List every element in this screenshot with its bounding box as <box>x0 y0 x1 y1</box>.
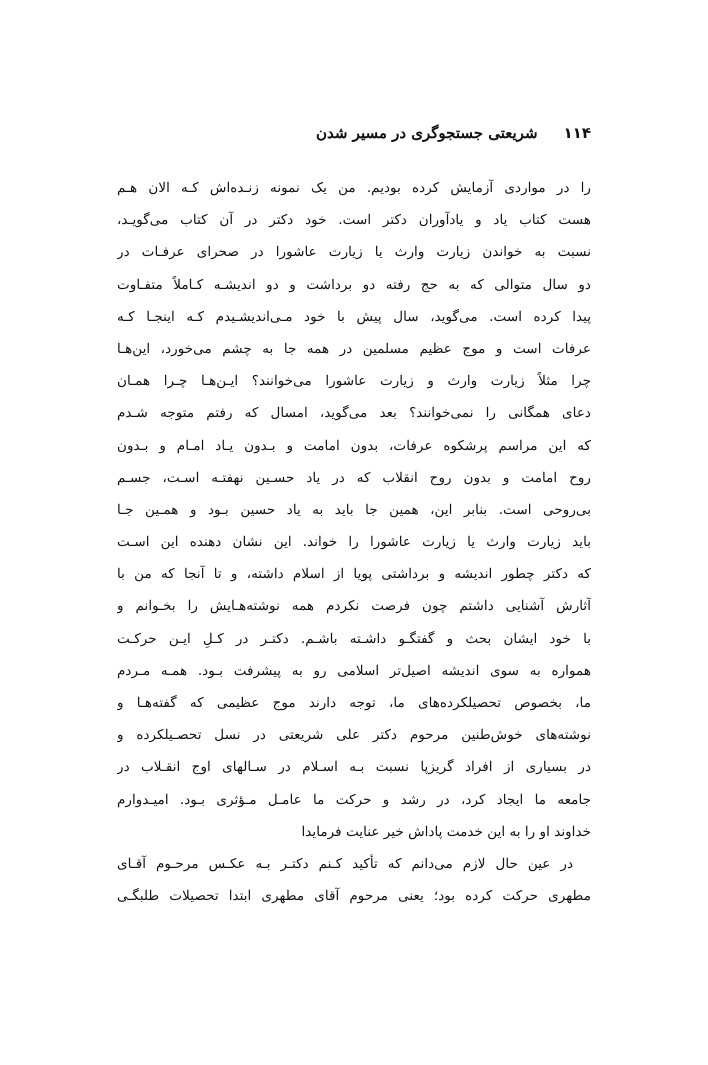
text-line: مطهری حرکت کرده بود؛ یعنی مرحوم آقای مطهری ابتدا تحصیلات طلبگـی <box>117 888 591 905</box>
text-line: همواره به سوی اندیشه اصیل‌تر اسلامی رو به پیشرفت بـود. همـه مـردم <box>117 662 591 679</box>
body-text <box>117 172 591 912</box>
text-line: خداوند او را به این خدمت پاداش خیر عنایت فرمایدا <box>301 823 591 840</box>
text-line: جامعه ما ایجاد کرد، در رشد و حرکت ما عامـل مـؤثری بـود. امیـدوارم <box>117 791 591 808</box>
running-header <box>117 118 591 148</box>
text-line: در بسیاری از افراد گریزپا نسبت بـه اسـلام در سـالهای اوج انقـلاب در <box>117 759 591 776</box>
text-line: نسبت به خواندن زیارت وارث یا زیارت عاشورا در صحرای عرفـات در <box>117 244 591 261</box>
paragraph <box>117 848 591 912</box>
text-line: را در مواردی آزمایش کرده بودیم. من یک نمونه زنـده‌اش کـه الان هـم <box>117 180 591 196</box>
text-line: که این مراسم پرشکوه عرفات، بدون امامت و بـدون یـاد امـام و بـدون <box>117 437 591 454</box>
text-line: چرا مثلاً زیارت وارث و زیارت عاشورا می‌خوانند؟ ایـن‌هـا چـرا همـان <box>117 373 591 390</box>
text-line: نوشته‌های خوش‌طنین مرحوم دکتر علی شریعتی در نسل تحصـیلکرده و <box>117 727 591 744</box>
text-line: دو سال متوالی که به حج رفته دو برداشت و دو اندیشـه کـاملاً متفـاوت <box>117 276 591 293</box>
text-line: باید زیارت وارث یا زیارت عاشورا را خواند. این نشان دهنده این اسـت <box>117 534 591 551</box>
text-line: ما، بخصوص تحصیلکرده‌های ما، توجه دارند موج عظیمی که گفته‌هـا و <box>117 695 591 711</box>
text-line: آثارش آشنایی داشتم چون فرصت نکردم همه نوشته‌هـایش را بخـوانم و <box>117 598 591 615</box>
text-line: پیدا کرده است. می‌گوید، سال پیش با خود مـی‌اندیشـیدم کـه اینجـا کـه <box>117 308 591 325</box>
text-line: عرفات است و موج عظیم مسلمین در همه جا به چشم می‌خورد، این‌هـا <box>117 340 591 357</box>
text-line: دعای همگانی را نمی‌خوانند؟ بعد می‌گوید، امسال که رفتم متوجه شـدم <box>117 405 591 422</box>
text-line: روح امامت و بدون روح انقلاب که در یاد حسـین نهفتـه اسـت، جسـم <box>117 469 591 486</box>
paragraph <box>117 172 591 848</box>
running-title: شریعتی جستجوگری در مسیر شدن <box>315 124 538 142</box>
text-line: که دکتر چطور اندیشه و برداشتی پویا از اسلام داشته، و تا آنجا که من با <box>117 566 591 583</box>
text-line: با خود ایشان بحث و گفتگـو داشـته باشـم. دکتـر در کـلِ ایـن حرکـت <box>117 630 591 647</box>
page-number: ۱۱۴ <box>563 124 591 142</box>
text-line: بی‌روحی است. بنابر این، همین جا باید به یاد حسین بـود و همـین جـا <box>117 501 591 518</box>
text-line: در عین حال لازم می‌دانم که تأکید کـنم دکتـر بـه عکـس مرحـوم آقـای <box>117 855 573 872</box>
text-line: هست کتاب یاد و یادآوران دکتر است. خود دکتر در آن کتاب می‌گویـد، <box>117 212 591 229</box>
